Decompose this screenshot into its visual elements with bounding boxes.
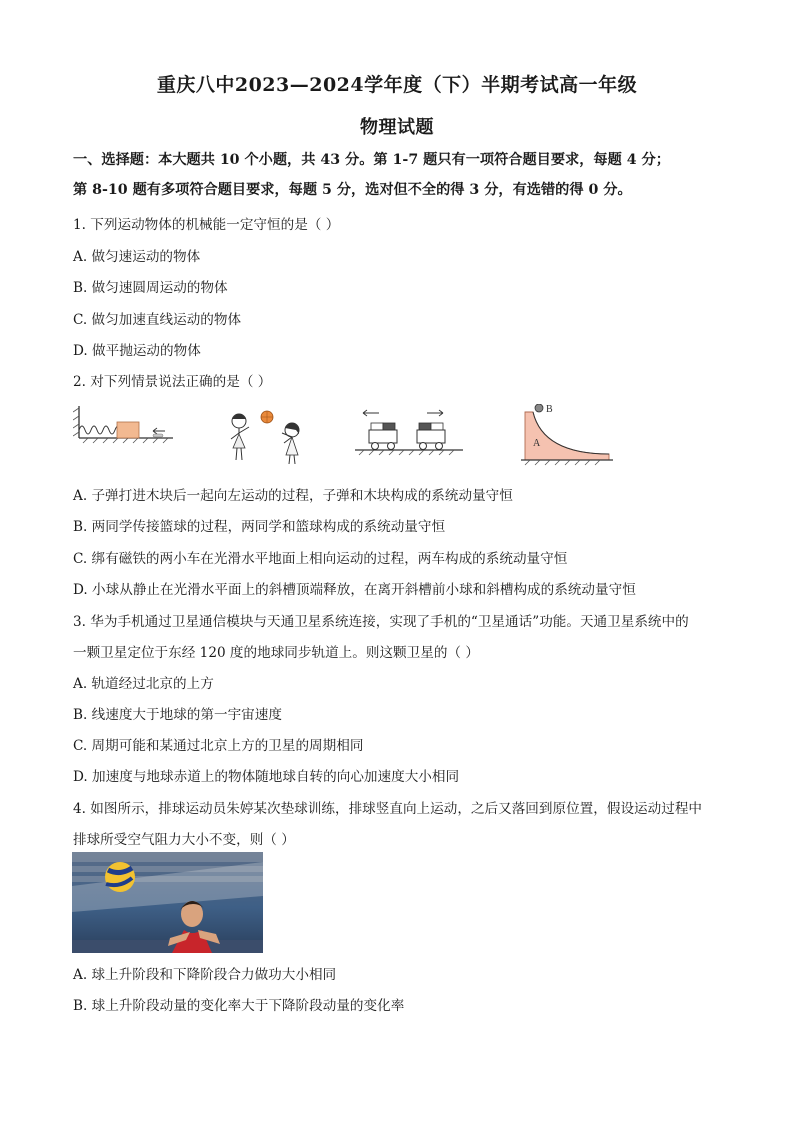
q3-stem-line1: 3. 华为手机通过卫星通信模块与天通卫星系统连接，实现了手机的“卫星通话”功能。天通卫星系统中的 xyxy=(73,614,689,630)
q3-option-a: A. 轨道经过北京的上方 xyxy=(73,676,214,692)
exam-title: 重庆八中2023—2024学年度（下）半期考试高一年级 xyxy=(156,74,638,96)
q4-stem-line1: 4. 如图所示，排球运动员朱婷某次垫球训练，排球竖直向上运动，之后又落回到原位置，假设运动过程中 xyxy=(73,801,703,817)
ball-on-slope-figure xyxy=(521,404,633,468)
q4-stem-line2: 排球所受空气阻力大小不变，则（ ） xyxy=(73,832,295,848)
figure-label-b: B xyxy=(546,404,553,415)
q2-option-a: A. 子弹打进木块后一起向左运动的过程，子弹和木块构成的系统动量守恒 xyxy=(73,488,513,504)
q4-option-b: B. 球上升阶段动量的变化率大于下降阶段动量的变化率 xyxy=(73,998,405,1014)
spring-block-bullet-figure xyxy=(73,404,173,468)
magnet-carts-figure xyxy=(351,404,471,468)
students-passing-ball-figure xyxy=(211,404,311,468)
q4-option-a: A. 球上升阶段和下降阶段合力做功大小相同 xyxy=(73,967,337,983)
q1-option-a: A. 做匀速运动的物体 xyxy=(73,249,201,265)
q1-option-d: D. 做平抛运动的物体 xyxy=(73,343,201,359)
q2-option-c: C. 绑有磁铁的两小车在光滑水平地面上相向运动的过程，两车构成的系统动量守恒 xyxy=(73,551,568,567)
volleyball-player-photo xyxy=(72,852,263,953)
figure-label-a: A xyxy=(533,438,541,449)
q3-stem-line2: 一颗卫星定位于东经 120 度的地球同步轨道上。则这颗卫星的（ ） xyxy=(73,645,479,661)
q2-stem: 2. 对下列情景说法正确的是（ ） xyxy=(73,374,272,390)
section-heading xyxy=(73,145,733,205)
exam-subtitle: 物理试题 xyxy=(360,117,434,138)
q3-option-b: B. 线速度大于地球的第一宇宙速度 xyxy=(73,707,282,723)
section-heading-line2: 第 8-10 题有多项符合题目要求，每题 5 分，选对但不全的得 3 分，有选错的得 0 分。 xyxy=(73,182,632,198)
q2-option-b: B. 两同学传接篮球的过程，两同学和篮球构成的系统动量守恒 xyxy=(73,519,446,535)
q1-stem: 1. 下列运动物体的机械能一定守恒的是（ ） xyxy=(73,217,340,233)
section-heading-line1: 一、选择题：本大题共 10 个小题，共 43 分。第 1-7 题只有一项符合题目要求，每题 4 分； xyxy=(73,152,670,168)
q3-option-d: D. 加速度与地球赤道上的物体随地球自转的向心加速度大小相同 xyxy=(73,769,460,785)
q3-option-c: C. 周期可能和某通过北京上方的卫星的周期相同 xyxy=(73,738,364,754)
q2-figures xyxy=(73,404,633,468)
q1-option-c: C. 做匀加速直线运动的物体 xyxy=(73,312,242,328)
q2-option-d: D. 小球从静止在光滑水平面上的斜槽顶端释放，在离开斜槽前小球和斜槽构成的系统动量守恒 xyxy=(73,582,636,598)
q1-option-b: B. 做匀速圆周运动的物体 xyxy=(73,280,228,296)
